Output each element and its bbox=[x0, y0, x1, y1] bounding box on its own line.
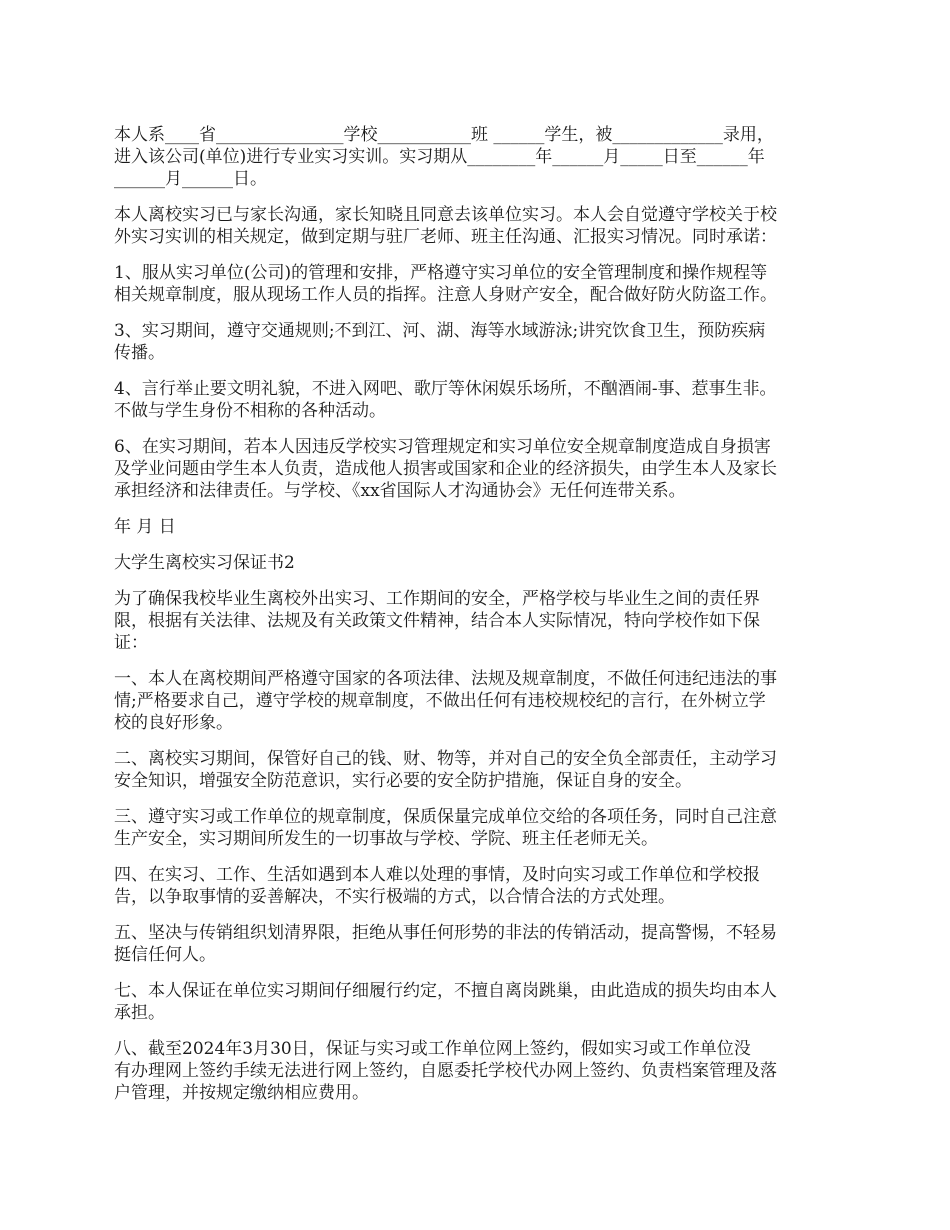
text-line: 安全知识，增强安全防范意识，实行必要的安全防护措施，保证自身的安全。 bbox=[114, 771, 692, 791]
paragraph bbox=[114, 1038, 840, 1104]
paragraph bbox=[114, 320, 840, 364]
text-line: 外实习实训的相关规定，做到定期与驻厂老师、班主任沟通、汇报实习情况。同时承诺： bbox=[114, 227, 777, 247]
paragraph bbox=[114, 124, 840, 190]
text-line: 为了确保我校毕业生离校外出实习、工作期间的安全，严格学校与毕业生之间的责任界 bbox=[114, 589, 760, 609]
text-line: 挺信任何人。 bbox=[114, 945, 216, 965]
paragraph bbox=[114, 748, 840, 792]
text-line: 二、离校实习期间，保管好自己的钱、财、物等，并对自己的安全负全部责任，主动学习 bbox=[114, 749, 777, 769]
text-line: 1、服从实习单位(公司)的管理和安排，严格遵守实习单位的安全管理制度和操作规程等 bbox=[114, 263, 768, 283]
text-line: 生产安全，实习期间所发生的一切事故与学校、学院、班主任老师无关。 bbox=[114, 829, 658, 849]
text-line: 本人离校实习已与家长沟通，家长知晓且同意去该单位实习。本人会自觉遵守学校关于校 bbox=[114, 205, 777, 225]
text-line: 一、本人在离校期间严格遵守国家的各项法律、法规及规章制度，不做任何违纪违法的事 bbox=[114, 669, 777, 689]
paragraph bbox=[114, 806, 840, 850]
text-line: 大学生离校实习保证书2 bbox=[114, 553, 295, 573]
text-line: 及学业问题由学生本人负责，造成他人损害或国家和企业的经济损失，由学生本人及家长 bbox=[114, 459, 777, 479]
paragraph bbox=[114, 516, 840, 538]
text-line: 本人系____省_______________学校___________班 ______学生，被_____________录用， bbox=[114, 125, 774, 145]
text-line: 情;严格要求自己，遵守学校的规章制度，不做出任何有违校规校纪的言行，在外树立学 bbox=[114, 691, 766, 711]
text-line: 传播。 bbox=[114, 343, 165, 363]
paragraph bbox=[114, 378, 840, 422]
text-line: 四、在实习、工作、生活如遇到本人难以处理的事情，及时向实习或工作单位和学校报 bbox=[114, 865, 760, 885]
text-line: 八、截至2024年3月30日，保证与实习或工作单位网上签约，假如实习或工作单位没 bbox=[114, 1039, 751, 1059]
text-line: 证： bbox=[114, 633, 148, 653]
paragraph bbox=[114, 668, 840, 734]
text-line: 4、言行举止要文明礼貌，不进入网吧、歌厅等休闲娱乐场所，不酗酒闹-事、惹事生非。 bbox=[114, 379, 777, 399]
text-line: 承担经济和法律责任。与学校、《xx省国际人才沟通协会》无任何连带关系。 bbox=[114, 481, 686, 501]
text-line: 承担。 bbox=[114, 1003, 165, 1023]
text-line: 有办理网上签约手续无法进行网上签约，自愿委托学校代办网上签约、负责档案管理及落 bbox=[114, 1061, 777, 1081]
paragraph bbox=[114, 980, 840, 1024]
paragraph bbox=[114, 262, 840, 306]
paragraph bbox=[114, 588, 840, 654]
text-line: 6、在实习期间，若本人因违反学校实习管理规定和实习单位安全规章制度造成自身损害 bbox=[114, 437, 771, 457]
text-line: 不做与学生身份不相称的各种活动。 bbox=[114, 401, 386, 421]
text-line: 年 月 日 bbox=[114, 517, 176, 537]
text-line: 相关规章制度，服从现场工作人员的指挥。注意人身财产安全，配合做好防火防盗工作。 bbox=[114, 285, 777, 305]
paragraph bbox=[114, 552, 840, 574]
text-line: 限，根据有关法律、法规及有关政策文件精神，结合本人实际情况，特向学校作如下保 bbox=[114, 611, 760, 631]
text-line: 户管理，并按规定缴纳相应费用。 bbox=[114, 1083, 369, 1103]
text-line: 校的良好形象。 bbox=[114, 713, 233, 733]
text-line: 三、遵守实习或工作单位的规章制度，保质保量完成单位交给的各项任务，同时自己注意 bbox=[114, 807, 777, 827]
text-line: 七、本人保证在单位实习期间仔细履行约定，不擅自离岗跳巢，由此造成的损失均由本人 bbox=[114, 981, 777, 1001]
text-line: ______月______日。 bbox=[114, 169, 267, 189]
paragraph bbox=[114, 922, 840, 966]
paragraph bbox=[114, 436, 840, 502]
text-line: 告，以争取事情的妥善解决，不实行极端的方式，以合情合法的方式处理。 bbox=[114, 887, 675, 907]
text-line: 五、坚决与传销组织划清界限，拒绝从事任何形势的非法的传销活动，提高警惕，不轻易 bbox=[114, 923, 777, 943]
text-line: 进入该公司(单位)进行专业实习实训。实习期从________年______月_____日至______年 bbox=[114, 147, 765, 167]
text-line: 3、实习期间，遵守交通规则;不到江、河、湖、海等水域游泳;讲究饮食卫生，预防疾病 bbox=[114, 321, 766, 341]
document-page bbox=[114, 124, 840, 1118]
paragraph bbox=[114, 204, 840, 248]
paragraph bbox=[114, 864, 840, 908]
